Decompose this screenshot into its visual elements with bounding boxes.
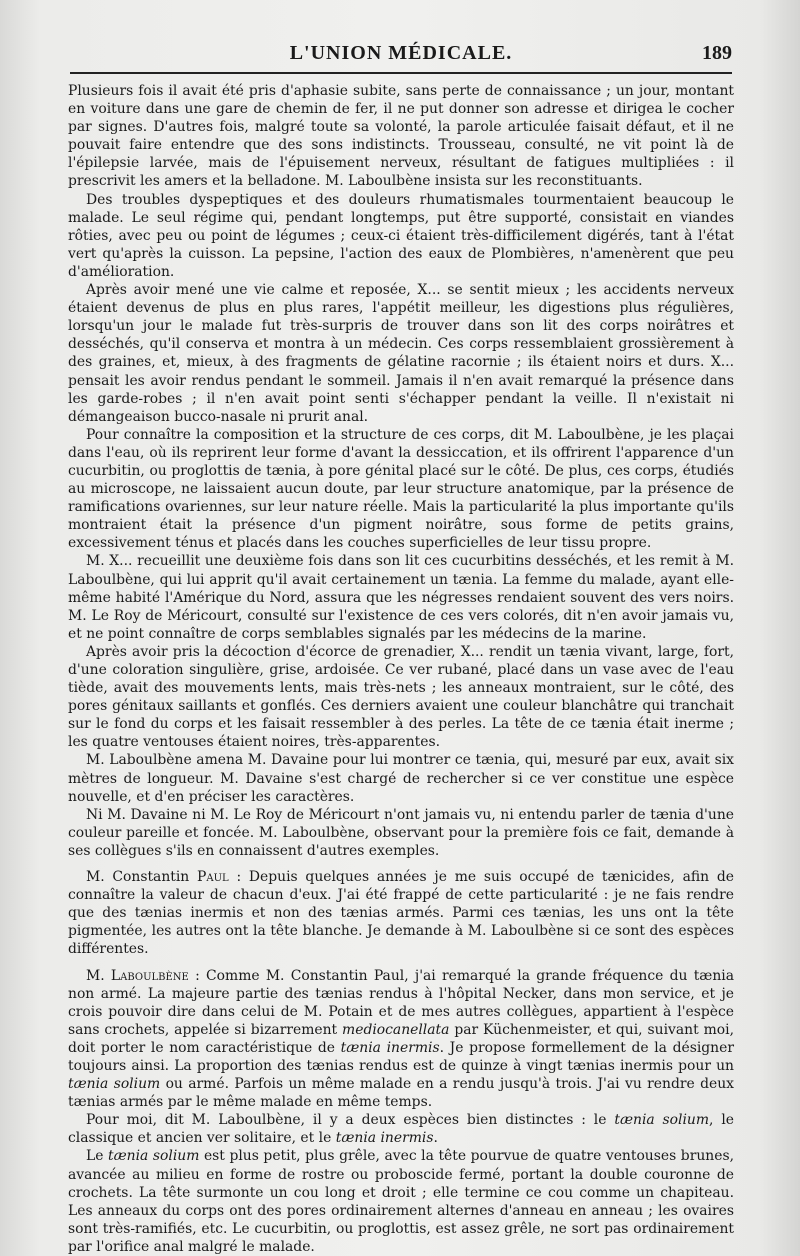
speaker-name: Paul [197, 869, 229, 886]
article-body [68, 82, 734, 1256]
paragraph-davaine: M. Laboulbène amena M. Davaine pour lui montrer ce tænia, qui, mesuré par eux, avait six mètres de longueur. M. Davaine s'est chargé de rechercher si ce ver constitue une espèce nouvelle, et d'en préciser les caractères. [68, 752, 734, 805]
running-header [70, 40, 732, 70]
paragraph-laboulbene-reply: M. Laboulbène : Comme M. Constantin Paul, j'ai remarqué la grande fréquence du tænia non armé. La majeure partie des tænias rendus à l'hôpital Necker, dans mon service, et je crois pouvoir dire dans celui de M. Potain et de mes autres collègues, appartient à l'espèce sans crochets, appelée si bizarrement mediocanellata par Küchenmeister, et qui, suivant moi, doit porter le nom caractéristique de tænia inermis. Je propose formellement de la désigner toujours ainsi. La proportion des tænias rendus est de quinze à vingt tænias inermis pour un tænia solium ou armé. Parfois un même malade en a rendu jusqu'à trois. J'ai vu rendre deux tænias armés par le même malade en même temps. [68, 967, 735, 1111]
paragraph-second-collection: M. X... recueillit une deuxième fois dans son lit ces cucurbitins desséchés, et les remit à M. Laboulbène, qui lui apprit qu'il avait certainement un tænia. La femme du malade, ayant elle-même habité l'Amérique du Nord, assura que les négresses rendaient souvent des vers noirs. M. Le Roy de Méricourt, consulté sur l'existence de ces vers colorés, dit n'en avoir jamais vu, et ne point connaître de corps semblables signalés par les médecins de la marine. [68, 553, 734, 642]
journal-title: L'UNION MÉDICALE. [289, 42, 513, 64]
paragraph-taenia-solium: Le tænia solium est plus petit, plus grêle, avec la tête pourvue de quatre ventouses brunes, avancée au milieu en forme de rostre ou proboscide fermé, portant la double couronne de crochets. La tête surmonte un cou long et droit ; elle termine ce cou comme un chapiteau. Les anneaux du corps ont des pores ordinairement alternes d'anneau en anneau ; les ovaires sont très-ramifiés, etc. Le cucurbitin, ou proglottis, est assez grêle, ne sort pas ordinairement par l'orifice anal malgré le malade. [68, 1148, 734, 1255]
paragraph-dyspepsia: Des troubles dyspeptiques et des douleurs rhumatismales tourmentaient beaucoup le malade. Le seul régime qui, pendant longtemps, put être supporté, consistait en viandes rôties, avec peu ou point de légumes ; ceux-ci étaient très-difficilement digérés, tant à l'état vert qu'après la cuisson. La pepsine, l'action des eaux de Plombières, n'amenèrent que peu d'amélioration. [68, 191, 734, 280]
paragraph-colleagues-question: Ni M. Davaine ni M. Le Roy de Méricourt n'ont jamais vu, ni entendu parler de tænia d'une couleur pareille et foncée. M. Laboulbène, observant pour la première fois ce fait, demande à ses collègues s'ils en connaissent d'autres exemples. [68, 806, 734, 859]
paragraph-two-species: Pour moi, dit M. Laboulbène, il y a deux espèces bien distinctes : le tænia solium, le classique et ancien ver solitaire, et le tænia inermis. [68, 1112, 735, 1147]
paragraph-taenia-expelled: Après avoir pris la décoction d'écorce de grenadier, X... rendit un tænia vivant, large, fort, d'une coloration singulière, grise, ardoisée. Ce ver rubané, placé dans un vase avec de l'eau tiède, avait des mouvements lents, mais très-nets ; les anneaux montraient, sur le côté, des pores génitaux saillants et gonflés. Ces derniers avaient une couleur blanchâtre qui tranchait sur le fond du corps et les faisait ressembler à des perles. La tête de ce tænia était inerme ; les quatre ventouses étaient noires, très-apparentes. [68, 643, 734, 751]
speaker-name: M. Laboulbène [86, 967, 189, 984]
page-number: 189 [702, 42, 732, 64]
paragraph-microscope: Pour connaître la composition et la structure de ces corps, dit M. Laboulbène, je les plaçai dans l'eau, où ils reprirent leur forme d'avant la dessiccation, et ils offrirent l'apparence d'un cucurbitin, ou proglottis de tænia, à pore génital placé sur le côté. De plus, ces corps, étudiés au microscope, ne laissaient aucun doute, par leur structure anatomique, par la présence de ramifications ovariennes, sur leur nature réelle. Mais la particularité la plus importante qu'ils montraient était la présence d'un pigment noirâtre, sous forme de petits grains, excessivement ténus et placés dans les couches superficielles de leur tissu propre. [68, 426, 734, 552]
paragraph-constantin-paul: M. Constantin Paul : Depuis quelques années je me suis occupé de tænicides, afin de connaître la valeur de chacun d'eux. J'ai été frappé de cette particularité : je ne fais rendre que des tænias inermis et non des tænias armés. Parmi ces tænias, les uns ont la tête pigmentée, les autres ont la tête blanche. Je demande à M. Laboulbène si ce sont des espèces différentes. [68, 869, 734, 958]
paragraph-cucurbitins-found: Après avoir mené une vie calme et reposée, X... se sentit mieux ; les accidents nerveux étaient devenus de plus en plus rares, l'appétit meilleur, les digestions plus régulières, lorsqu'un jour le malade fut très-surpris de trouver dans son lit des corps noirâtres et desséchés, qu'il conserva et montra à un médecin. Ces corps ressemblaient grossièrement à des graines, et, mieux, à des fragments de gélatine racornie ; ils étaient noirs et durs. X... pensait les avoir rendus pendant le sommeil. Jamais il n'en avait remarqué la présence dans les garde-robes ; il n'en avait point senti s'échapper pendant la veille. Il n'existait ni démangeaison bucco-nasale ni prurit anal. [68, 282, 734, 425]
header-rule [70, 72, 732, 74]
paragraph-aphasia: Plusieurs fois il avait été pris d'aphasie subite, sans perte de connaissance ; un jour, montant en voiture dans une gare de chemin de fer, il ne put donner son adresse et dirigea le cocher par signes. D'autres fois, malgré toute sa volonté, la parole articulée faisait défaut, et il ne pouvait faire entendre que des sons indistincts. Trousseau, consulté, ne vit point là de l'épilepsie larvée, mais de l'épuisement nerveux, résultant de fatigues multipliées : il prescrivit les amers et la belladone. M. Laboulbène insista sur les reconstituants. [68, 83, 734, 190]
